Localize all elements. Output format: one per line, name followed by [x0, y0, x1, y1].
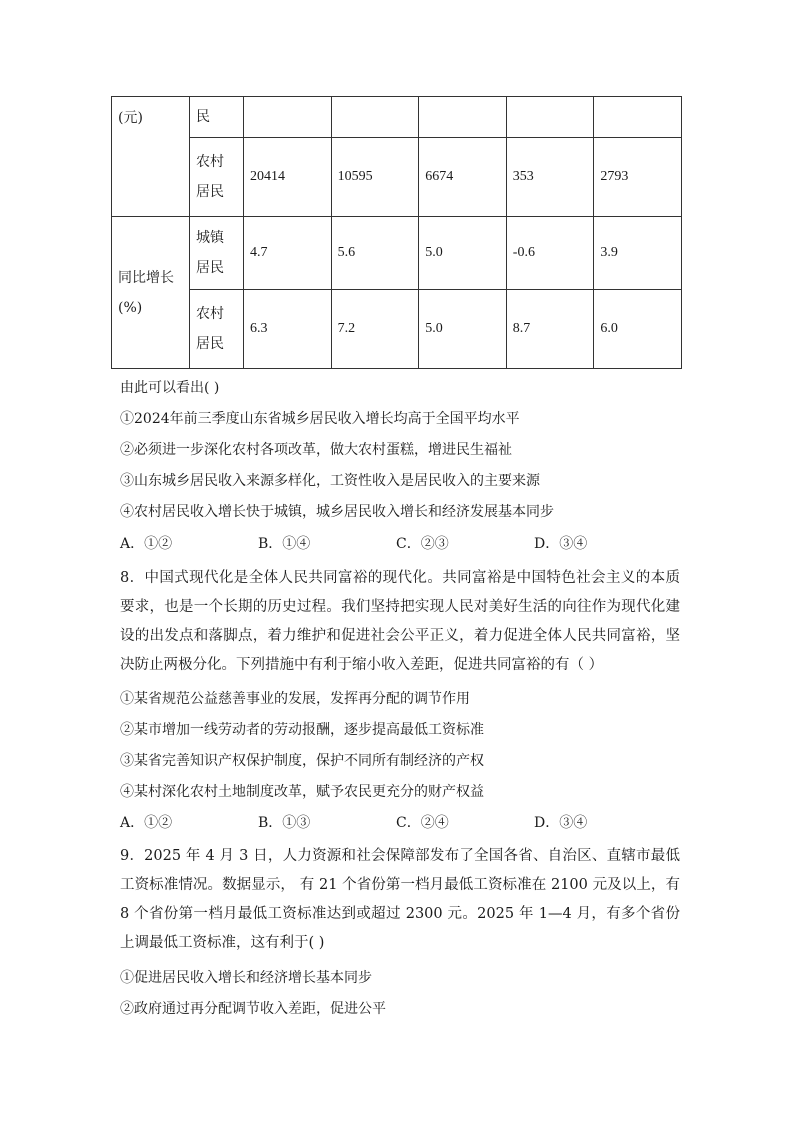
table-row	[112, 138, 682, 217]
table-cell: 6.3	[244, 290, 332, 369]
q8-item-3: ③某省完善知识产权保护制度，保护不同所有制经济的产权	[120, 753, 484, 769]
q8-item-2: ②某市增加一线劳动者的劳动报酬，逐步提高最低工资标准	[120, 722, 484, 738]
q9-stem: 9．2025 年 4 月 3 日，人力资源和社会保障部发布了全国各省、自治区、直辖市最低工资标准情况。数据显示， 有 21 个省份第一档月最低工资标准在 2100 元及以上，有 8 个省份第一档月最低工资标准达到或超过 2300 元。2025 年 1—4 月，有多个省份上调最低工资标准，这有利于( )	[120, 848, 680, 951]
row-subheader: 城镇居民	[190, 217, 244, 290]
q8-option-c[interactable]: C．②④	[396, 815, 449, 831]
q7-item-2: ②必须进一步深化农村各项改革，做大农村蛋糕，增进民生福祉	[120, 442, 512, 458]
q7-option-d[interactable]: D．③④	[534, 536, 588, 552]
table-cell: 20414	[244, 138, 332, 217]
row-subheader: 农村居民	[190, 290, 244, 369]
income-table	[111, 96, 682, 369]
q7-item-1: ①2024年前三季度山东省城乡居民收入增长均高于全国平均水平	[120, 411, 520, 427]
table-cell: 4.7	[244, 217, 332, 290]
table-cell: 8.7	[506, 290, 594, 369]
q7-item-4: ④农村居民收入增长快于城镇，城乡居民收入增长和经济发展基本同步	[120, 504, 554, 520]
table-cell: -0.6	[506, 217, 594, 290]
table-cell: 6.0	[594, 290, 682, 369]
table-cell: 5.0	[419, 290, 507, 369]
table-cell	[506, 97, 594, 138]
table-cell: 2793	[594, 138, 682, 217]
q8-option-b[interactable]: B．①③	[258, 815, 311, 831]
q7-options	[120, 534, 640, 554]
table-cell	[244, 97, 332, 138]
q7-option-a[interactable]: A．①②	[120, 536, 173, 552]
q7-option-c[interactable]: C．②③	[396, 536, 449, 552]
table-cell: 6674	[419, 138, 507, 217]
table-cell	[594, 97, 682, 138]
table-cell: 5.0	[419, 217, 507, 290]
row-subheader: 民	[190, 97, 244, 138]
q7-stem: 由此可以看出( )	[120, 380, 220, 396]
table-cell: 7.2	[331, 290, 419, 369]
table-cell: 3.9	[594, 217, 682, 290]
row-header-growth: 同比增长(%)	[112, 217, 190, 369]
q8-option-d[interactable]: D．③④	[534, 815, 588, 831]
table-row	[112, 217, 682, 290]
q8-item-4: ④某村深化农村土地制度改革，赋予农民更充分的财产权益	[120, 784, 484, 800]
q7-option-b[interactable]: B．①④	[258, 536, 311, 552]
row-subheader: 农村居民	[190, 138, 244, 217]
table-cell: 10595	[331, 138, 419, 217]
q9-item-2: ②政府通过再分配调节收入差距，促进公平	[120, 1001, 386, 1017]
q8-item-1: ①某省规范公益慈善事业的发展，发挥再分配的调节作用	[120, 691, 470, 707]
q8-options	[120, 813, 640, 833]
table-cell	[331, 97, 419, 138]
table-cell: 5.6	[331, 217, 419, 290]
q9-item-1: ①促进居民收入增长和经济增长基本同步	[120, 970, 372, 986]
table-cell	[419, 97, 507, 138]
table-row	[112, 290, 682, 369]
row-header-unit: (元)	[112, 97, 190, 217]
table-row	[112, 97, 682, 138]
q7-item-3: ③山东城乡居民收入来源多样化，工资性收入是居民收入的主要来源	[120, 473, 540, 489]
q8-stem: 8．中国式现代化是全体人民共同富裕的现代化。共同富裕是中国特色社会主义的本质要求，也是一个长期的历史过程。我们坚持把实现人民对美好生活的向往作为现代化建设的出发点和落脚点，着力维护和促进社会公平正义，着力促进全体人民共同富裕，坚决防止两极分化。下列措施中有利于缩小收入差距，促进共同富裕的有（ ）	[120, 570, 680, 673]
q8-option-a[interactable]: A．①②	[120, 815, 173, 831]
table-cell: 353	[506, 138, 594, 217]
